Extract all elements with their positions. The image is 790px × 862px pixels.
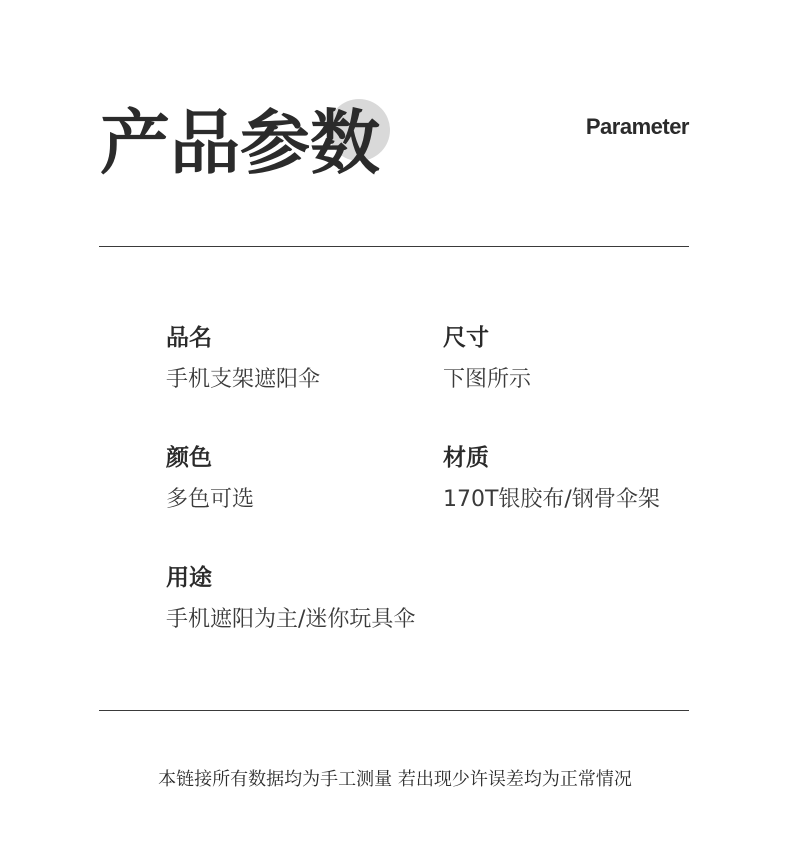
- param-material: [443, 447, 660, 511]
- param-label: 尺寸: [443, 325, 489, 351]
- param-label: 材质: [443, 445, 489, 471]
- param-size: [443, 327, 531, 391]
- footer-note: 本链接所有数据均为手工测量 若出现少许误差均为正常情况: [158, 769, 632, 790]
- page-subtitle: Parameter: [585, 114, 689, 139]
- param-value: 下图所示: [443, 367, 532, 392]
- param-value: 多色可选: [166, 487, 255, 512]
- param-value: 170T银胶布/钢骨伞架: [443, 487, 660, 512]
- param-label: 品名: [166, 325, 212, 351]
- param-label: 用途: [166, 565, 212, 591]
- param-value: 手机遮阳为主/迷你玩具伞: [166, 607, 416, 632]
- page-title: 产品参数: [100, 102, 380, 184]
- top-divider: [99, 246, 689, 247]
- param-usage: [166, 567, 415, 631]
- param-product-name: [166, 327, 320, 391]
- param-label: 颜色: [166, 445, 212, 471]
- bottom-divider: [99, 710, 689, 711]
- param-color: [166, 447, 254, 511]
- param-value: 手机支架遮阳伞: [166, 367, 321, 392]
